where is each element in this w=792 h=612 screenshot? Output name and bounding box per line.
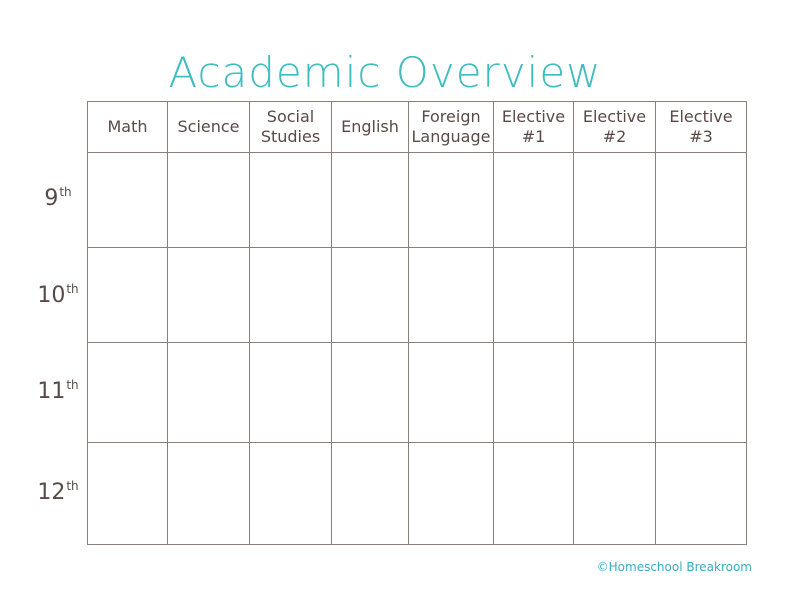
table-cell[interactable] — [250, 343, 332, 443]
table-cell[interactable] — [168, 153, 250, 248]
grade-suffix: th — [66, 282, 79, 296]
table-cell[interactable] — [332, 248, 409, 343]
table-cell[interactable] — [494, 248, 574, 343]
column-header-label-line2: #1 — [521, 127, 546, 146]
table-cell[interactable] — [656, 443, 747, 545]
table-cell[interactable] — [168, 443, 250, 545]
grade-number: 12 — [37, 480, 66, 505]
grade-label-9th — [28, 185, 88, 211]
table-cell[interactable] — [88, 343, 168, 443]
grade-label-12th — [28, 479, 88, 505]
column-header-label: English — [341, 117, 399, 136]
table-cell[interactable] — [168, 248, 250, 343]
table-cell[interactable] — [332, 153, 409, 248]
table-cell[interactable] — [332, 443, 409, 545]
table-cell[interactable] — [250, 443, 332, 545]
grade-number: 11 — [37, 379, 66, 404]
column-header-label-line2: #3 — [689, 127, 713, 146]
column-header-label: Elective — [669, 107, 733, 126]
table-cell[interactable] — [88, 153, 168, 248]
column-header-label: Social — [266, 107, 315, 126]
grade-label-11th — [28, 378, 88, 404]
column-header-math — [88, 102, 168, 153]
column-header-label: Science — [177, 117, 240, 136]
column-header-social-studies — [250, 102, 332, 153]
column-header-label: Math — [107, 117, 148, 136]
table-cell[interactable] — [656, 248, 747, 343]
column-header-label-line2: Studies — [260, 127, 321, 146]
grade-suffix: th — [59, 185, 72, 199]
table-cell[interactable] — [574, 443, 656, 545]
column-header-label-line2: Language — [411, 127, 491, 146]
grade-number: 10 — [37, 283, 66, 308]
table-cell[interactable] — [409, 343, 494, 443]
table-cell[interactable] — [409, 248, 494, 343]
column-header-label: Elective — [501, 107, 566, 126]
table-cell[interactable] — [332, 343, 409, 443]
table-row-10th — [88, 248, 747, 343]
grade-suffix: th — [66, 378, 79, 392]
column-header-elective-3 — [656, 102, 747, 153]
table-cell[interactable] — [88, 443, 168, 545]
column-header-label: Foreign — [421, 107, 481, 126]
header-row — [88, 102, 747, 153]
table-cell[interactable] — [494, 153, 574, 248]
column-header-elective-2 — [574, 102, 656, 153]
copyright-footer: ©Homeschool Breakroom — [596, 560, 752, 574]
table-cell[interactable] — [409, 153, 494, 248]
table-cell[interactable] — [574, 248, 656, 343]
table-cell[interactable] — [574, 343, 656, 443]
table-cell[interactable] — [494, 443, 574, 545]
column-header-english — [332, 102, 409, 153]
table-cell[interactable] — [574, 153, 656, 248]
column-header-label-line2: #2 — [602, 127, 627, 146]
table-cell[interactable] — [250, 153, 332, 248]
column-header-science — [168, 102, 250, 153]
column-header-label: Elective — [582, 107, 647, 126]
page-title: Academic Overview — [168, 48, 602, 97]
column-header-foreign-language — [409, 102, 494, 153]
table-row-11th — [88, 343, 747, 443]
column-header-elective-1 — [494, 102, 574, 153]
grade-suffix: th — [66, 479, 79, 493]
table-row-9th — [88, 153, 747, 248]
table-cell[interactable] — [168, 343, 250, 443]
table-row-12th — [88, 443, 747, 545]
table-cell[interactable] — [409, 443, 494, 545]
academic-overview-table — [87, 101, 747, 545]
table-cell[interactable] — [250, 248, 332, 343]
table-cell[interactable] — [656, 343, 747, 443]
table-cell[interactable] — [88, 248, 168, 343]
grade-label-10th — [28, 282, 88, 308]
table-cell[interactable] — [656, 153, 747, 248]
grade-number: 9 — [44, 186, 59, 211]
table-cell[interactable] — [494, 343, 574, 443]
